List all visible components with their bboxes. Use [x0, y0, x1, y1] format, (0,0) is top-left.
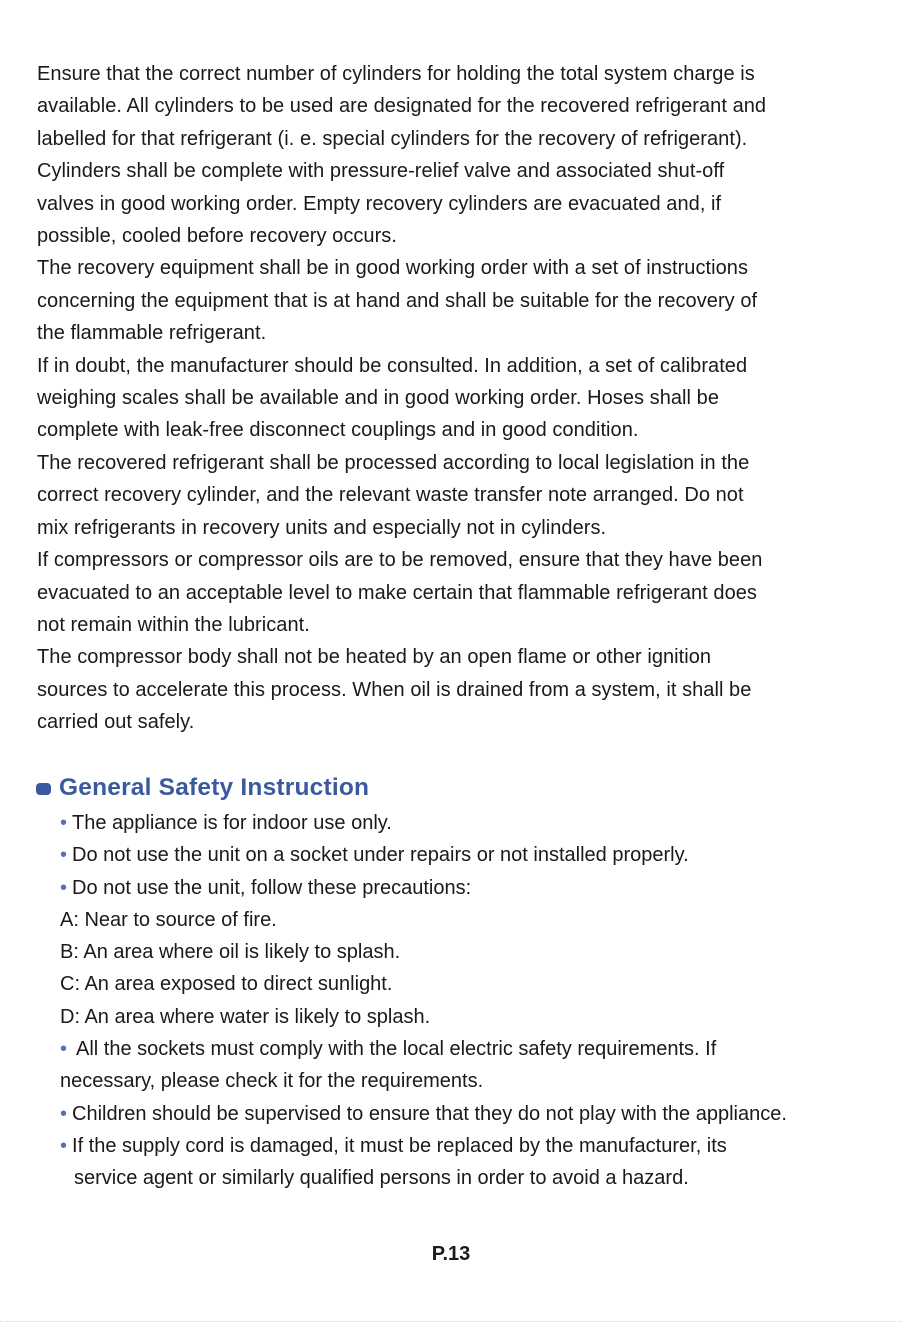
precaution-d: D: An area where water is likely to splash. — [60, 1005, 431, 1028]
precaution-a: A: Near to source of fire. — [60, 908, 277, 931]
body-line: The recovery equipment shall be in good working order with a set of instructions — [37, 257, 749, 280]
body-line: the flammable refrigerant. — [37, 322, 267, 345]
body-line: If in doubt, the manufacturer should be consulted. In addition, a set of calibrated — [37, 354, 748, 377]
list-item — [60, 1033, 900, 1065]
page-number: P.13 — [431, 1243, 471, 1265]
list-item — [60, 872, 900, 904]
body-line: mix refrigerants in recovery units and especially not in cylinders. — [37, 516, 607, 539]
body-line: concerning the equipment that is at hand and shall be suitable for the recovery of — [37, 289, 758, 312]
heading-bullet-icon — [36, 783, 51, 795]
body-line: weighing scales shall be available and in good working order. Hoses shall be — [37, 387, 719, 410]
body-line: The compressor body shall not be heated by an open flame or other ignition — [37, 646, 712, 669]
body-line: sources to accelerate this process. When oil is drained from a system, it shall be — [37, 678, 752, 701]
recovery-procedure-text — [37, 58, 887, 739]
list-item — [60, 1098, 900, 1130]
list-item-continuation: necessary, please check it for the requirements. — [60, 1070, 484, 1093]
body-line: correct recovery cylinder, and the relevant waste transfer note arranged. Do not — [37, 484, 744, 507]
list-item-text: Do not use the unit on a socket under repairs or not installed properly. — [72, 844, 689, 867]
bullet-icon: • — [60, 812, 68, 834]
bullet-icon: • — [60, 844, 68, 867]
body-line: labelled for that refrigerant (i. e. special cylinders for the recovery of refrigerant). — [37, 127, 748, 150]
bullet-icon: • — [60, 1134, 68, 1157]
list-item-text: Children should be supervised to ensure that they do not play with the appliance. — [72, 1102, 787, 1125]
body-line: evacuated to an acceptable level to make certain that flammable refrigerant does — [37, 581, 757, 604]
body-line: Ensure that the correct number of cylinders for holding the total system charge is — [37, 63, 755, 85]
list-item — [60, 1130, 900, 1162]
section-heading — [36, 770, 369, 806]
list-item-text: The appliance is for indoor use only. — [72, 812, 392, 834]
body-line: available. All cylinders to be used are designated for the recovered refrigerant and — [37, 95, 767, 118]
body-line: possible, cooled before recovery occurs. — [37, 225, 397, 248]
page-bottom-divider — [0, 1321, 902, 1322]
body-line: Cylinders shall be complete with pressure-relief valve and associated shut-off — [37, 160, 725, 183]
section-title: General Safety Instruction — [59, 774, 370, 801]
body-line: not remain within the lubricant. — [37, 613, 310, 636]
list-item-text: If the supply cord is damaged, it must be replaced by the manufacturer, its — [72, 1134, 727, 1157]
safety-instruction-list — [60, 807, 900, 1195]
bullet-icon: • — [60, 876, 68, 899]
body-line: complete with leak-free disconnect couplings and in good condition. — [37, 419, 639, 442]
list-item-continuation: service agent or similarly qualified persons in order to avoid a hazard. — [74, 1167, 689, 1190]
list-item — [60, 839, 900, 871]
body-line: If compressors or compressor oils are to be removed, ensure that they have been — [37, 549, 763, 572]
bullet-icon: • — [60, 1038, 68, 1061]
body-line: carried out safely. — [37, 711, 195, 734]
list-item-text: Do not use the unit, follow these precautions: — [72, 876, 472, 899]
body-line: The recovered refrigerant shall be processed according to local legislation in the — [37, 451, 750, 474]
bullet-icon: • — [60, 1102, 68, 1125]
body-line: valves in good working order. Empty recovery cylinders are evacuated and, if — [37, 192, 722, 215]
precaution-b: B: An area where oil is likely to splash. — [60, 941, 401, 964]
list-item — [60, 807, 900, 839]
list-item-text: All the sockets must comply with the local electric safety requirements. If — [76, 1038, 717, 1061]
precaution-c: C: An area exposed to direct sunlight. — [60, 973, 393, 996]
